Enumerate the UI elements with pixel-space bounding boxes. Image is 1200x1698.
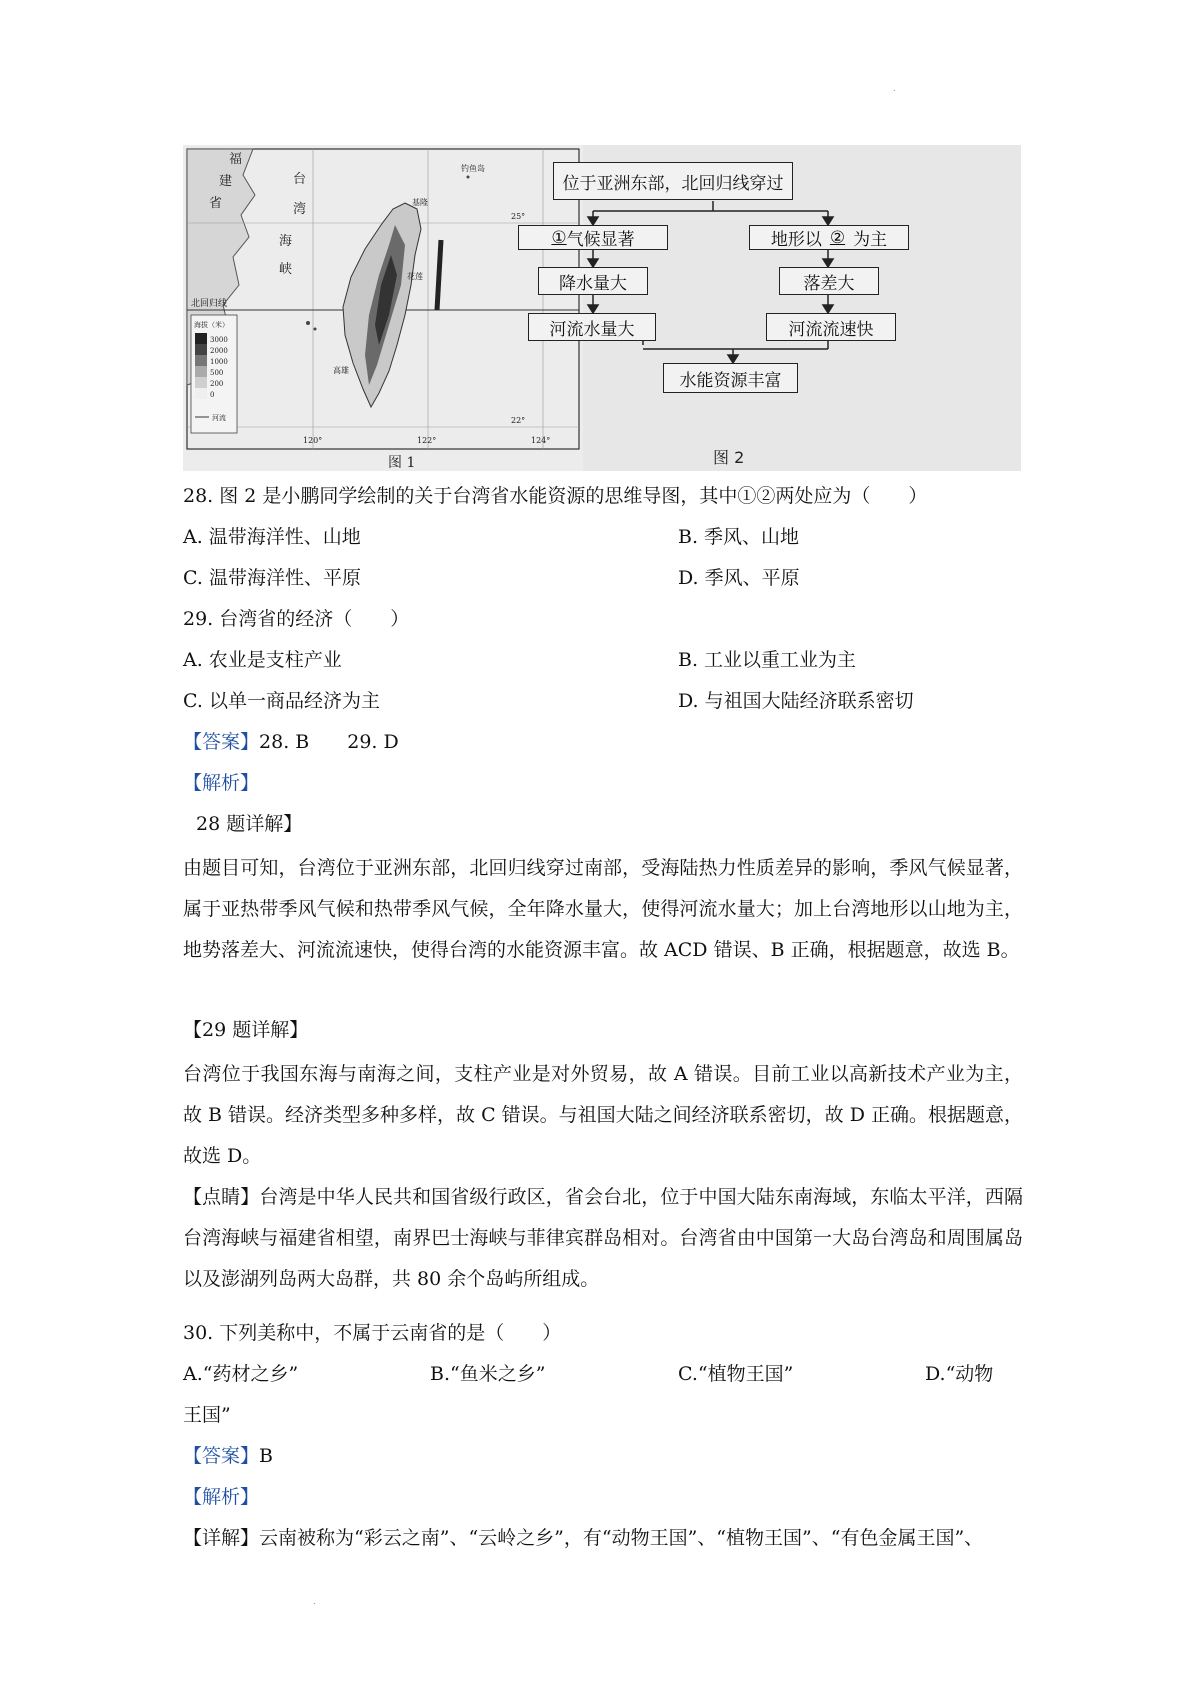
blank-1: ① <box>551 227 567 248</box>
detail-30-tag: 【详解】 <box>183 1527 260 1549</box>
q29-option-a: A. 农业是支柱产业 <box>183 649 342 671</box>
answer-tag: 【答案】 <box>183 731 260 753</box>
mindmap-terrain-suffix: 为主 <box>853 230 888 250</box>
legend-value: 0 <box>210 391 215 399</box>
mindmap-box-top <box>553 162 793 200</box>
answer-tag-2: 【答案】 <box>183 1445 260 1467</box>
map-label-fujian-2: 建 <box>219 174 233 189</box>
map-label-lat-22: 22° <box>511 416 526 425</box>
mindmap-terrain-prefix: 地形以 <box>770 230 822 250</box>
legend-value: 3000 <box>210 336 228 344</box>
dianjing-paragraph <box>183 1177 1023 1300</box>
mindmap-box-rainfall <box>538 267 648 295</box>
q28-option-b: B. 季风、山地 <box>678 526 800 548</box>
map-label-lat-25: 25° <box>511 212 526 221</box>
dianjing-tag: 【点睛】 <box>183 1186 260 1208</box>
mindmap-box-hydro <box>663 363 798 393</box>
q29-option-d: D. 与祖国大陆经济联系密切 <box>678 690 914 712</box>
answer-line-1 <box>183 729 399 755</box>
detail-28-body: 由题目可知，台湾位于亚洲东部，北回归线穿过南部，受海陆热力性质差异的影响，季风气候显著，属于亚热带季风气候和热带季风气候，全年降水量大，使得河流水量大；加上台湾地形以山地为主，地势落差大、河流流速快，使得台湾的水能资源丰富。故 ACD 错误、B 正确，根据题意，故选 B。 <box>183 857 1023 961</box>
mindmap-flow-text: 河流水量大 <box>549 319 635 340</box>
mindmap-box-flow <box>528 313 656 341</box>
question-29-stem: 29. 台湾省的经济（ ） <box>183 608 410 630</box>
mindmap-drop-text: 落差大 <box>803 273 855 294</box>
map-label-kaohsiung: 高雄 <box>333 366 349 375</box>
question-30-stem: 30. 下列美称中，不属于云南省的是（ ） <box>183 1322 562 1344</box>
mindmap-box-drop <box>779 267 879 295</box>
mindmap-hydro-text: 水能资源丰富 <box>679 370 782 391</box>
map-label-hualien: 花莲 <box>407 272 423 281</box>
figure1-caption: 图 1 <box>388 455 416 471</box>
speck: . <box>893 84 896 93</box>
q29-option-b: B. 工业以重工业为主 <box>678 649 857 671</box>
map-label-lon-124: 124° <box>531 436 551 445</box>
legend-river-label: 河流 <box>212 414 226 422</box>
legend-value: 500 <box>210 369 224 377</box>
mindmap-box-speed <box>766 313 896 341</box>
analysis-tag-1: 【解析】 <box>183 772 260 794</box>
q29-option-c: C. 以单一商品经济为主 <box>183 690 380 712</box>
mindmap-climate-text: 气候显著 <box>566 230 635 250</box>
mindmap-box-climate <box>518 225 668 250</box>
legend-title: 海拔（米） <box>194 321 229 329</box>
legend-value: 1000 <box>210 358 228 366</box>
map-label-fujian-1: 福 <box>229 152 243 167</box>
answer-text: 28. B 29. D <box>259 731 399 753</box>
map-label-lon-122: 122° <box>417 436 437 445</box>
analysis-tag-2: 【解析】 <box>183 1486 260 1508</box>
map-label-lon-120: 120° <box>303 436 323 445</box>
detail-29-body: 台湾位于我国东海与南海之间，支柱产业是对外贸易，故 A 错误。目前工业以高新技术产业为主，故 B 错误。经济类型多种多样，故 C 错误。与祖国大陆之间经济联系密切，故 D 正确。根据题意，故选 D。 <box>183 1063 1023 1167</box>
mindmap-box-terrain <box>749 225 909 250</box>
figure2-caption: 图 2 <box>713 448 745 467</box>
answer-text-2: B <box>259 1445 273 1467</box>
detail-30-line <box>183 1525 983 1551</box>
mindmap-box-top-text: 位于亚洲东部，北回归线穿过 <box>562 173 784 194</box>
legend-value: 2000 <box>210 347 228 355</box>
mindmap-rainfall-text: 降水量大 <box>559 273 627 294</box>
mindmap-speed-text: 河流流速快 <box>788 319 874 340</box>
detail-28-heading: 28 题详解】 <box>196 813 303 835</box>
q30-option-d: D.“动物 <box>925 1363 994 1385</box>
q30-option-b: B.“鱼米之乡” <box>430 1363 546 1385</box>
figure-image <box>183 145 1021 471</box>
map-label-fujian-3: 省 <box>209 196 223 211</box>
map-label-strait-1: 台 <box>293 172 307 187</box>
map-label-strait-3: 海 <box>279 234 293 249</box>
q28-option-c: C. 温带海洋性、平原 <box>183 567 361 589</box>
map-label-keelung: 基隆 <box>412 198 428 207</box>
q28-option-d: D. 季风、平原 <box>678 567 800 589</box>
blank-2: ② <box>829 227 846 248</box>
detail-30-body: 云南被称为“彩云之南”、“云岭之乡”，有“动物王国”、“植物王国”、“有色金属王国”、 <box>259 1527 984 1549</box>
map-label-strait-2: 湾 <box>293 202 307 217</box>
map-label-diaoyu: 钓鱼岛 <box>461 164 485 173</box>
speck: . <box>313 1597 316 1606</box>
q30-option-c: C.“植物王国” <box>678 1363 794 1385</box>
map-label-strait-4: 峡 <box>279 262 293 277</box>
dianjing-body: 台湾是中华人民共和国省级行政区，省会台北，位于中国大陆东南海域，东临太平洋，西隔台湾海峡与福建省相望，南界巴士海峡与菲律宾群岛相对。台湾省由中国第一大岛台湾岛和周围属岛以及澎湖列岛两大岛群，共 80 余个岛屿所组成。 <box>183 1186 1023 1290</box>
map-label-tropic: 北回归线 <box>191 299 228 309</box>
q30-option-a: A.“药材之乡” <box>183 1363 299 1385</box>
q30-option-d-continued: 王国” <box>183 1404 231 1426</box>
q28-option-a: A. 温带海洋性、山地 <box>183 526 361 548</box>
question-28-stem: 28. 图 2 是小鹏同学绘制的关于台湾省水能资源的思维导图，其中①②两处应为（ ） <box>183 485 928 507</box>
legend-value: 200 <box>210 380 224 388</box>
detail-29-heading: 【29 题详解】 <box>183 1019 309 1041</box>
answer-line-2 <box>183 1443 273 1469</box>
